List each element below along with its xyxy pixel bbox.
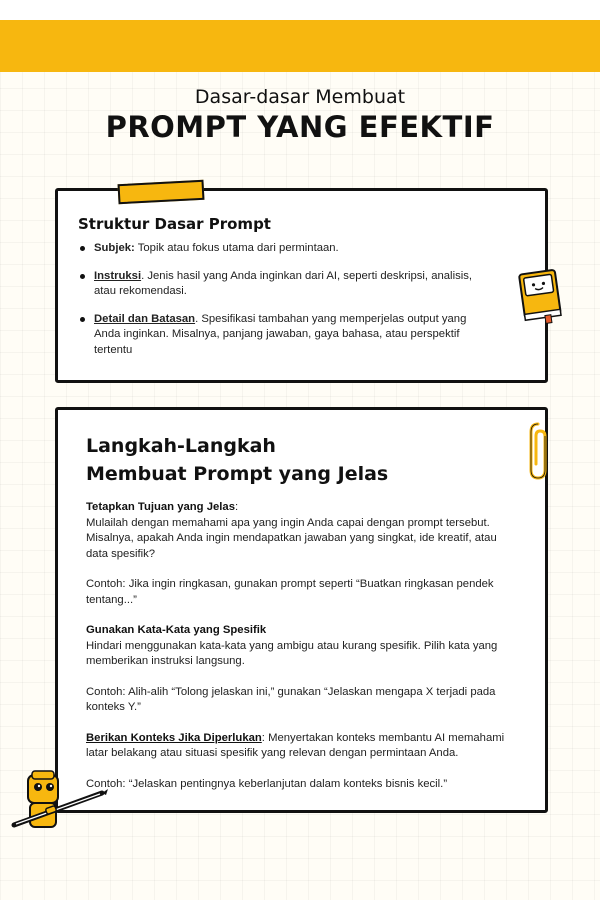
step2-title: Gunakan Kata-Kata yang Spesifik xyxy=(86,624,267,636)
steps-heading-line2: Membuat Prompt yang Jelas xyxy=(86,463,389,485)
step3-example: Contoh: “Jelaskan pentingnya keberlanjutan dalam konteks bisnis kecil.” xyxy=(86,777,448,790)
item-label: Instruksi xyxy=(94,269,142,282)
list-item xyxy=(80,312,480,359)
step1-colon: : xyxy=(235,501,239,513)
step3-title: Berikan Konteks Jika Diperlukan xyxy=(86,731,262,744)
item-label: Subjek: xyxy=(94,242,135,254)
step1-text: Mulailah dengan memahami apa yang ingin Anda capai dengan prompt tersebut. Misalnya, apakah Anda ingin mendapatkan jawaban yang singkat, ide kreatif, atau data spesifik? xyxy=(86,516,497,560)
paper-clip-icon xyxy=(528,420,548,482)
structure-list xyxy=(80,241,480,370)
steps-heading-line1: Langkah-Langkah xyxy=(86,435,276,457)
step1-paragraph xyxy=(86,500,506,562)
step1-title: Tetapkan Tujuan yang Jelas xyxy=(86,501,235,513)
pen-mascot-icon xyxy=(10,765,110,840)
step1-example: Contoh: Jika ingin ringkasan, gunakan prompt seperti “Buatkan ringkasan pendek tentang...” xyxy=(86,578,494,606)
step3-text: : Menyertakan konteks membantu AI memahami latar belakang atau situasi spesifik yang relevan dengan permintaan Anda. xyxy=(86,731,505,759)
item-label: Detail dan Batasan xyxy=(94,312,196,325)
item-text: . Jenis hasil yang Anda inginkan dari AI, seperti deskripsi, analisis, atau rekomendasi. xyxy=(94,269,473,297)
step3-paragraph xyxy=(86,731,506,762)
structure-card xyxy=(55,188,548,383)
steps-card xyxy=(55,407,548,813)
page-subtitle: Dasar-dasar Membuat xyxy=(194,86,406,108)
page-title: PROMPT YANG EFEKTIF xyxy=(105,110,495,144)
step2-example: Contoh: Alih-alih “Tolong jelaskan ini,” gunakan “Jelaskan mengapa X terjadi pada konteks Y.” xyxy=(86,685,496,713)
step2-text: Hindari menggunakan kata-kata yang ambigu atau kurang spesifik. Pilih kata yang memberikan instruksi langsung. xyxy=(86,639,498,667)
book-mascot-icon xyxy=(512,264,568,326)
item-text: Topik atau fokus utama dari permintaan. xyxy=(134,242,339,254)
list-item xyxy=(80,269,480,300)
steps-heading xyxy=(86,432,388,488)
list-item xyxy=(80,241,480,257)
item-text: . Spesifikasi tambahan yang memperjelas output yang Anda inginkan. Misalnya, panjang jawaban, gaya bahasa, atau perspektif tertentu xyxy=(94,312,467,356)
header-yellow-bar xyxy=(0,20,600,72)
top-band xyxy=(0,0,600,20)
steps-body xyxy=(86,500,506,807)
structure-heading: Struktur Dasar Prompt xyxy=(78,215,271,233)
step2-paragraph xyxy=(86,623,506,670)
